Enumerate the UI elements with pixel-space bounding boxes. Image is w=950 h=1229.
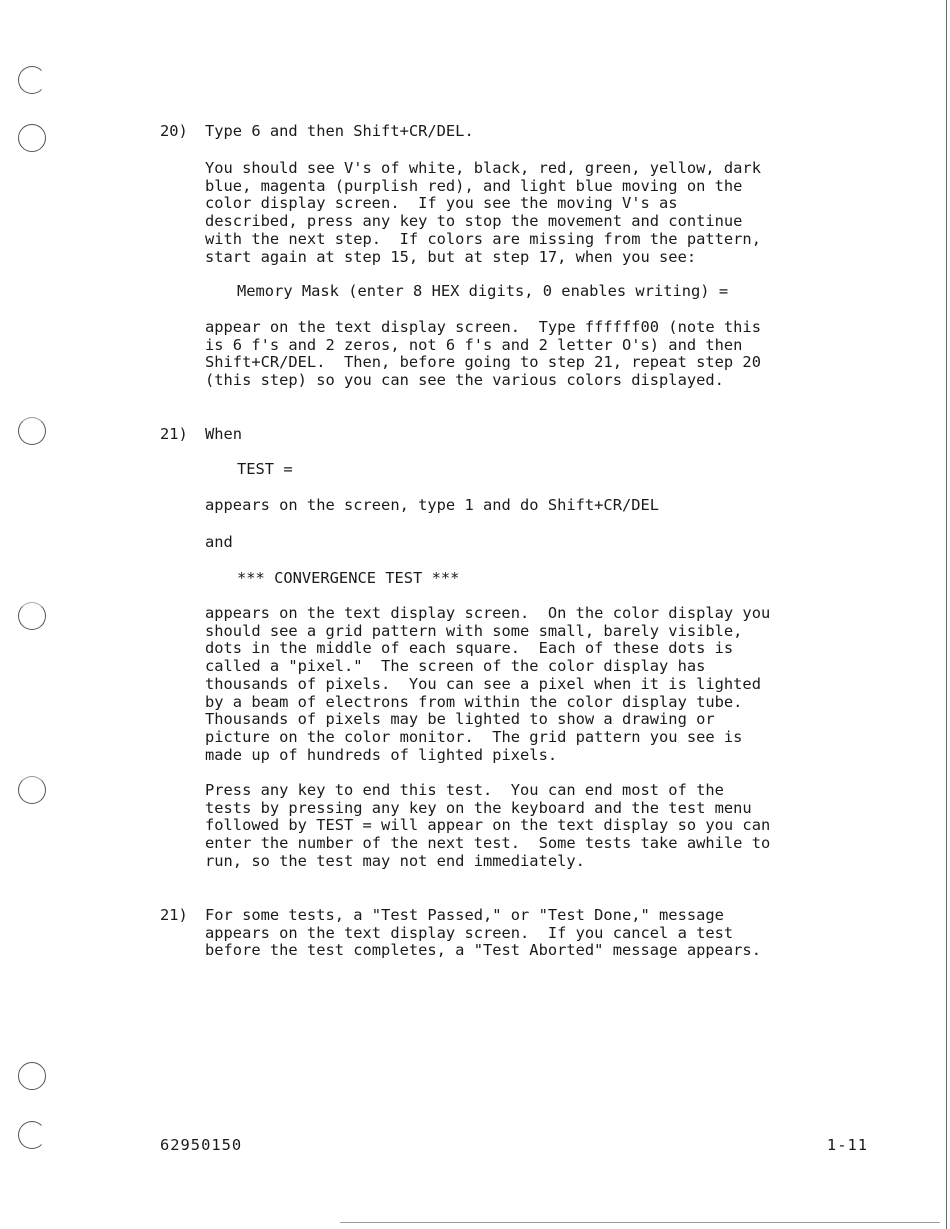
convergence-test-banner: *** CONVERGENCE TEST *** bbox=[237, 569, 460, 587]
step-21b-number: 21) bbox=[160, 906, 188, 924]
step-20-number: 20) bbox=[160, 122, 188, 140]
step-20-instruction: Type 6 and then Shift+CR/DEL. bbox=[205, 122, 474, 140]
step-20-paragraph-2: appear on the text display screen. Type ffffff00 (note this is 6 f's and 2 zeros, not 6 f's and 2 letter O's) and then Shift+CR/DEL. Then, before going to step 21, repeat step 20 (this step) so you can see the various colors displayed. bbox=[205, 318, 761, 390]
step-21-instruction: When bbox=[205, 425, 243, 443]
step-21b-paragraph: For some tests, a "Test Passed," or "Test Done," message appears on the text display screen. If you cancel a test before the test completes, a "Test Aborted" message appears. bbox=[205, 906, 761, 960]
punch-hole bbox=[18, 1062, 46, 1090]
test-prompt: TEST = bbox=[237, 460, 293, 478]
scan-edge-right bbox=[946, 0, 947, 1229]
punch-hole bbox=[18, 124, 46, 152]
punch-hole bbox=[18, 776, 46, 804]
punch-hole bbox=[18, 1121, 46, 1149]
scan-edge-bottom bbox=[340, 1222, 940, 1223]
document-number: 62950150 bbox=[160, 1136, 243, 1154]
memory-mask-prompt: Memory Mask (enter 8 HEX digits, 0 enables writing) = bbox=[237, 282, 729, 300]
page-number: 1-11 bbox=[826, 1136, 868, 1154]
punch-hole bbox=[18, 417, 46, 445]
step-21-and: and bbox=[205, 533, 233, 551]
step-21-paragraph-1: appears on the text display screen. On the color display you should see a grid pattern with some small, barely visible, dots in the middle of each square. Each of these dots is called a "pixel." The screen of the color display has thousands of pixels. You can see a pixel when it is lighted by a beam of electrons from within the color display tube. Thousands of pixels may be lighted to show a drawing or picture on the color monitor. The grid pattern you see is made up of hundreds of lighted pixels. bbox=[205, 604, 771, 764]
step-20-paragraph-1: You should see V's of white, black, red, green, yellow, dark blue, magenta (purplish red), and light blue moving on the color display screen. If you see the moving V's as described, press any key to stop the movement and continue with the next step. If colors are missing from the pattern, start again at step 15, but at step 17, when you see: bbox=[205, 159, 761, 266]
step-21-number: 21) bbox=[160, 425, 188, 443]
step-21-paragraph-2: Press any key to end this test. You can end most of the tests by pressing any key on the keyboard and the test menu followed by TEST = will appear on the text display so you can enter the number of the next test. Some tests take awhile to run, so the test may not end immediately. bbox=[205, 781, 771, 870]
punch-hole bbox=[18, 66, 46, 94]
step-21-line-1: appears on the screen, type 1 and do Shift+CR/DEL bbox=[205, 496, 660, 514]
punch-hole bbox=[18, 602, 46, 630]
